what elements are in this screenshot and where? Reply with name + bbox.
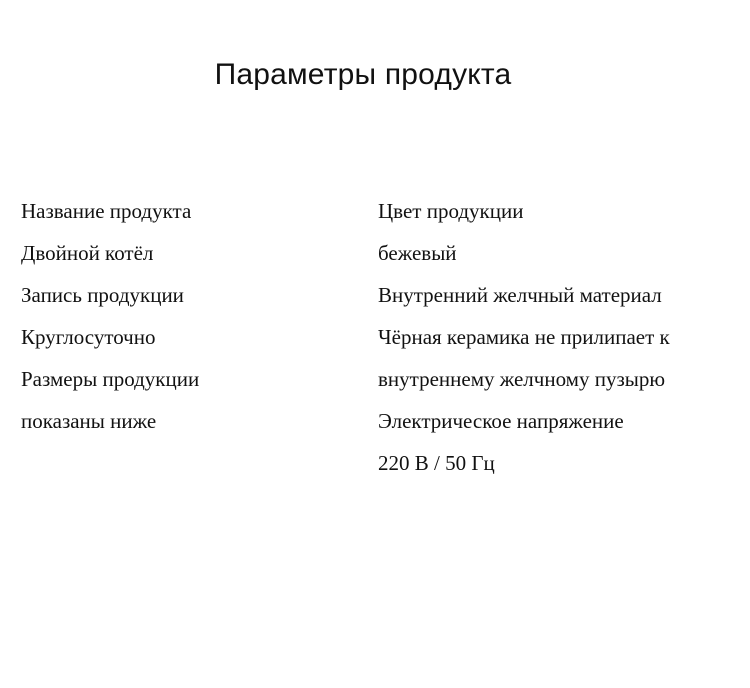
param-line: внутреннему желчному пузырю	[378, 367, 666, 391]
param-line: Двойной котёл	[21, 241, 154, 265]
param-line: 220 В / 50 Гц	[378, 451, 495, 475]
param-line: Чёрная керамика не прилипает к	[378, 325, 670, 349]
param-line: Цвет продукции	[378, 199, 524, 223]
param-line: Электрическое напряжение	[378, 409, 624, 433]
param-line: бежевый	[378, 241, 457, 265]
param-line: Размеры продукции	[21, 367, 200, 391]
param-line: Круглосуточно	[21, 325, 156, 349]
parameters-right-column	[378, 190, 750, 484]
param-line: Запись продукции	[21, 283, 184, 307]
parameters-left-column	[21, 190, 351, 442]
page-title: Параметры продукта	[214, 58, 512, 91]
param-line: показаны ниже	[21, 409, 157, 433]
param-line: Название продукта	[21, 199, 192, 223]
param-line: Внутренний желчный материал	[378, 283, 662, 307]
